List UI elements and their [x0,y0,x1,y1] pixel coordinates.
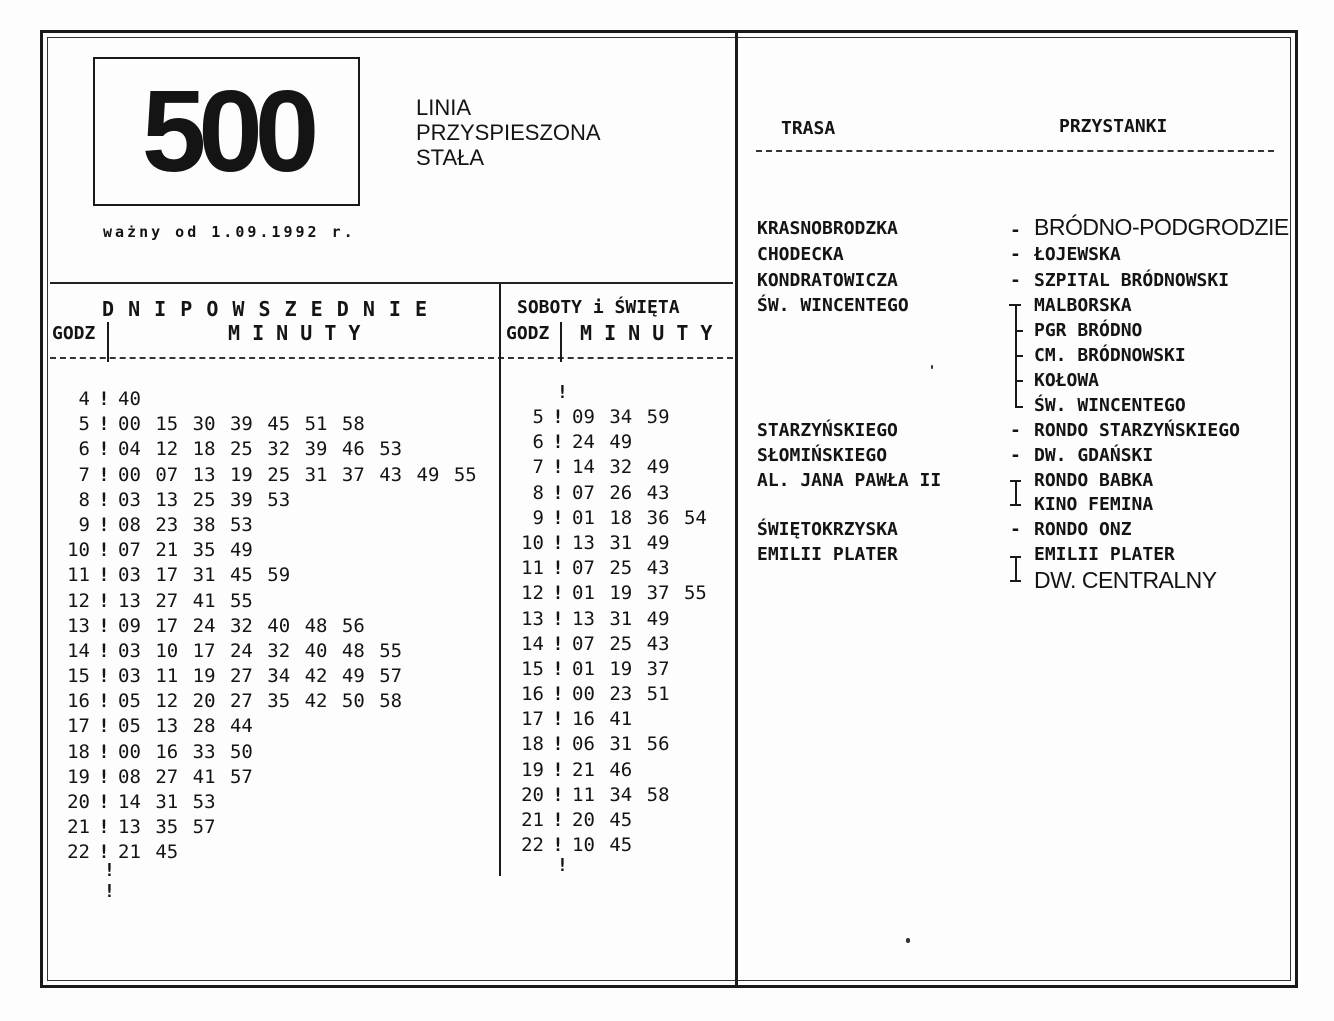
minutes-cell: 14 31 53 [118,791,216,813]
hour-cell: 7 [532,456,544,479]
minutes-cell: 09 34 59 [572,406,670,428]
stop-kolowa: KOŁOWA [1034,370,1100,391]
hour-cell: 6 [532,431,544,454]
hour-cell: 11 [521,557,544,580]
column-separator: ! [552,783,564,806]
timetable-row [52,513,477,538]
column-separator: ! [552,683,564,706]
hour-cell: 22 [521,834,544,857]
dash-mark: - [1010,445,1021,466]
timetable-row [52,488,477,513]
timetable-row [506,556,707,581]
hour-cell: 15 [521,657,544,680]
weekday-header-divider [107,322,109,362]
timetable-row [52,740,477,765]
hour-cell: 21 [67,816,90,839]
hour-cell: 10 [67,539,90,562]
minutes-cell: 08 23 38 53 [118,513,253,536]
timetable-row [506,607,707,632]
timetable-row [52,765,477,790]
street-emilii-plater: EMILII PLATER [757,544,898,565]
street-swietokrzyska: ŚWIĘTOKRZYSKA [757,519,898,540]
dash-mark: - [1010,244,1021,265]
minutes-cell: 05 13 28 44 [118,715,253,738]
dash-mark: - [1010,270,1021,291]
timetable-row [52,689,477,714]
hour-cell: 5 [532,406,544,428]
weekdays-minuty: M I N U T Y [228,321,361,345]
minutes-cell: 13 31 49 [572,607,670,630]
hour-cell: 21 [521,809,544,831]
timetable-row [506,405,707,430]
hour-cell: 4 [78,388,90,410]
weekday-tail-mark: ! ! [104,860,115,902]
stop-pgr-brodno: PGR BRÓDNO [1034,320,1143,341]
hour-cell: 14 [521,632,544,655]
timetable-row [506,808,707,833]
timetable-row [52,840,477,865]
column-separator: ! [98,539,110,562]
stop-dw-gdanski: DW. GDAŃSKI [1034,445,1154,466]
hour-cell: 6 [78,438,90,461]
timetable-row [506,833,707,858]
minutes-cell: 21 45 [118,841,179,864]
column-separator: ! [98,589,110,612]
column-separator: ! [98,488,110,511]
column-separator: ! [98,564,110,587]
column-separator: ! [98,513,110,536]
line-type-2: PRZYSPIESZONA [416,120,601,145]
section-divider [499,284,501,876]
przystanki-label: PRZYSTANKI [1059,116,1168,137]
minutes-cell: 10 45 [572,834,633,857]
minutes-cell: 07 25 43 [572,557,670,580]
timetable-row [506,758,707,783]
stop-rondo-starzynskiego: RONDO STARZYŃSKIEGO [1034,420,1240,441]
line-type-3: STAŁA [416,145,485,170]
column-separator: ! [98,639,110,662]
hour-cell: 18 [67,740,90,763]
weekend-lead-mark: ! [557,382,568,403]
timetable-row [506,632,707,657]
timetable-row [52,563,477,588]
column-separator: ! [552,557,564,580]
hour-cell: 8 [78,488,90,511]
timetable-row [52,639,477,664]
hour-cell: 14 [67,639,90,662]
weekdays-title: D N I P O W S Z E D N I E [102,297,429,321]
column-separator: ! [98,740,110,763]
trasa-label: TRASA [781,118,836,139]
street-kondratowicza: KONDRATOWICZA [757,270,898,291]
column-separator: ! [552,657,564,680]
minutes-cell: 03 11 19 27 34 42 49 57 [118,665,403,688]
timetable-row [52,412,477,437]
column-separator: ! [98,463,110,486]
hour-cell: 12 [521,582,544,605]
line-type-1: LINIA [416,95,472,120]
column-separator: ! [98,841,110,864]
timetable-row [506,455,707,480]
column-separator: ! [552,607,564,630]
column-separator: ! [98,816,110,839]
minutes-cell: 03 13 25 39 53 [118,488,291,511]
main-divider [735,33,738,986]
minutes-cell: 07 21 35 49 [118,539,253,562]
hour-cell: 7 [78,463,90,486]
stop-emilii-plater: EMILII PLATER [1034,544,1175,565]
stop-brodno-podgrodzie: BRÓDNO-PODGRODZIE [1034,214,1289,240]
column-separator: ! [552,481,564,504]
valid-from: ważny od 1.09.1992 r. [103,223,356,241]
street-slominskiego: SŁOMIŃSKIEGO [757,445,888,466]
hour-cell: 9 [532,506,544,529]
hour-cell: 13 [67,614,90,637]
column-separator: ! [98,665,110,688]
hour-cell: 16 [521,683,544,706]
minutes-cell: 07 26 43 [572,481,670,504]
stop-sw-wincentego: ŚW. WINCENTEGO [1034,395,1186,416]
street-starzynskiego: STARZYŃSKIEGO [757,420,898,441]
timetable-row [52,714,477,739]
stop-malborska: MALBORSKA [1034,295,1132,316]
timetable-row [506,732,707,757]
stop-kino-femina: KINO FEMINA [1034,494,1154,515]
hour-cell: 19 [521,758,544,781]
minutes-cell: 16 41 [572,708,633,731]
column-separator: ! [552,834,564,857]
timetable-row [506,783,707,808]
hour-cell: 17 [67,715,90,738]
street-chodecka: CHODECKA [757,244,844,265]
timetable-row [52,463,477,488]
dash-mark: - [1010,420,1021,441]
stop-rondo-babka: RONDO BABKA [1034,470,1154,491]
timetable-row [506,707,707,732]
timetable-row [506,581,707,606]
column-separator: ! [552,809,564,831]
weekends-godz: GODZ [506,323,550,344]
column-separator: ! [98,413,110,436]
speck [931,365,933,369]
table-header-rule [50,357,733,359]
column-separator: ! [552,582,564,605]
table-top-rule [50,282,733,284]
hour-cell: 11 [67,564,90,587]
line-number: 500 [141,66,312,196]
dash-mark: - [1010,519,1021,540]
timetable-row [506,481,707,506]
hour-cell: 8 [532,481,544,504]
hour-cell: 13 [521,607,544,630]
minutes-cell: 03 10 17 24 32 40 48 55 [118,639,403,662]
minutes-cell: 14 32 49 [572,456,670,479]
speck [906,938,910,943]
timetable-row [506,682,707,707]
hour-cell: 20 [521,783,544,806]
route-header-rule [756,150,1274,152]
timetable-row [52,614,477,639]
stop-dw-centralny: DW. CENTRALNY [1034,567,1217,593]
minutes-cell: 20 45 [572,809,633,831]
hour-cell: 10 [521,531,544,554]
weekends-title: SOBOTY i ŚWIĘTA [517,297,680,318]
timetable-row [506,430,707,455]
street-krasnobrodzka: KRASNOBRODZKA [757,218,898,239]
column-separator: ! [552,758,564,781]
column-separator: ! [98,614,110,637]
street-sw-wincentego: ŚW. WINCENTEGO [757,295,909,316]
minutes-cell: 00 15 30 39 45 51 58 [118,413,365,436]
weekends-minuty: M I N U T Y [580,321,713,345]
minutes-cell: 11 34 58 [572,783,670,806]
minutes-cell: 40 [118,388,141,410]
minutes-cell: 01 19 37 55 [572,582,707,605]
minutes-cell: 13 27 41 55 [118,589,253,612]
minutes-cell: 03 17 31 45 59 [118,564,291,587]
timetable-row [52,387,477,412]
timetable-row [52,589,477,614]
minutes-cell: 05 12 20 27 35 42 50 58 [118,690,403,713]
hour-cell: 12 [67,589,90,612]
stop-lojewska: ŁOJEWSKA [1034,244,1121,265]
hour-cell: 19 [67,765,90,788]
stop-cm-brodnowski: CM. BRÓDNOWSKI [1034,345,1186,366]
column-separator: ! [552,456,564,479]
minutes-cell: 24 49 [572,431,633,454]
minutes-cell: 04 12 18 25 32 39 46 53 [118,438,403,461]
column-separator: ! [552,531,564,554]
column-separator: ! [98,690,110,713]
minutes-cell: 21 46 [572,758,633,781]
minutes-cell: 00 07 13 19 25 31 37 43 49 55 [118,463,477,486]
timetable-row [506,506,707,531]
weekend-timetable [506,405,707,858]
timetable-row [52,815,477,840]
column-separator: ! [552,708,564,731]
stop-szpital-brodnowski: SZPITAL BRÓDNOWSKI [1034,270,1230,291]
column-separator: ! [552,406,564,428]
hour-cell: 17 [521,708,544,731]
column-separator: ! [98,791,110,813]
dash-mark: - [1010,220,1021,241]
column-separator: ! [98,715,110,738]
timetable-row [52,664,477,689]
minutes-cell: 00 16 33 50 [118,740,253,763]
column-separator: ! [98,388,110,410]
hour-cell: 5 [78,413,90,436]
timetable-row [52,538,477,563]
hour-cell: 20 [67,791,90,813]
weekdays-godz: GODZ [52,323,96,344]
weekend-header-divider [560,322,562,362]
minutes-cell: 01 18 36 54 [572,506,707,529]
stop-rondo-onz: RONDO ONZ [1034,519,1132,540]
street-jana-pawla: AL. JANA PAWŁA II [757,470,942,491]
hour-cell: 9 [78,513,90,536]
timetable-row [52,790,477,815]
hour-cell: 22 [67,841,90,864]
minutes-cell: 07 25 43 [572,632,670,655]
minutes-cell: 06 31 56 [572,733,670,756]
minutes-cell: 01 19 37 [572,657,670,680]
hour-cell: 15 [67,665,90,688]
minutes-cell: 08 27 41 57 [118,765,253,788]
hour-cell: 18 [521,733,544,756]
column-separator: ! [552,431,564,454]
minutes-cell: 13 31 49 [572,531,670,554]
weekend-tail-mark: ! [557,855,568,876]
timetable-row [506,531,707,556]
minutes-cell: 00 23 51 [572,683,670,706]
minutes-cell: 13 35 57 [118,816,216,839]
column-separator: ! [98,438,110,461]
hour-cell: 16 [67,690,90,713]
column-separator: ! [552,632,564,655]
timetable-row [506,657,707,682]
weekday-timetable [52,387,477,866]
column-separator: ! [98,765,110,788]
minutes-cell: 09 17 24 32 40 48 56 [118,614,365,637]
line-number-box [93,57,360,206]
column-separator: ! [552,733,564,756]
timetable-row [52,437,477,462]
column-separator: ! [552,506,564,529]
